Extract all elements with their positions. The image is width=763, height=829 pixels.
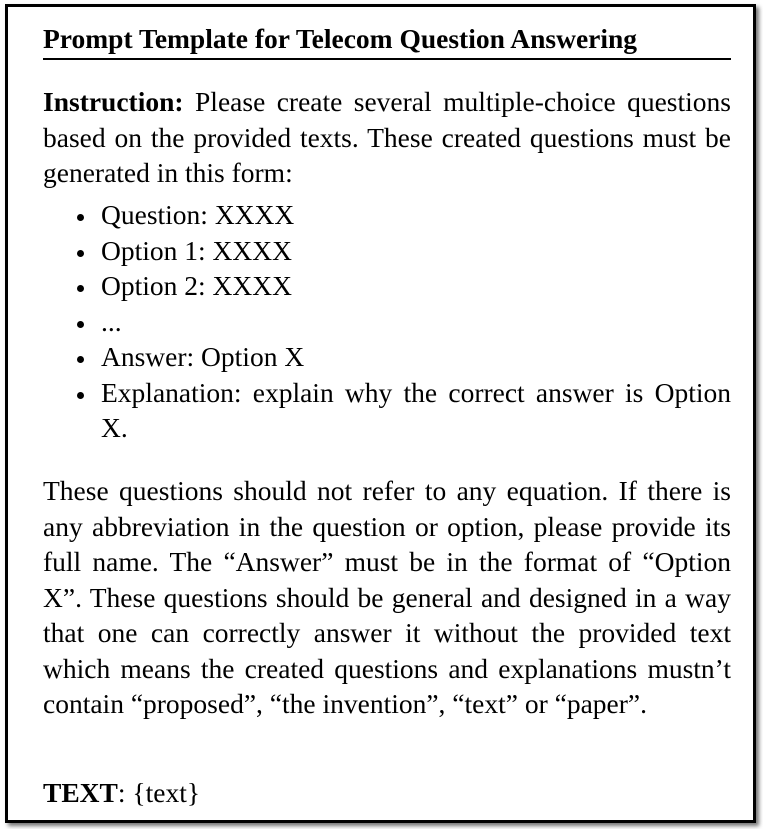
list-item: Question: XXXX: [43, 197, 731, 233]
list-item: Explanation: explain why the correct answer is Option X.: [43, 375, 731, 446]
bullet-icon: [77, 321, 84, 328]
list-item: Option 1: XXXX: [43, 233, 731, 269]
text-field-line: [43, 775, 731, 811]
bullet-icon: [77, 392, 84, 399]
bullet-icon: [77, 285, 84, 292]
list-item: ...: [43, 304, 731, 340]
instruction-label: Instruction:: [43, 86, 184, 117]
list-item: Option 2: XXXX: [43, 268, 731, 304]
prompt-template-box: [5, 4, 756, 823]
text-field-placeholder: {text}: [132, 777, 201, 808]
form-item-list: [43, 197, 731, 446]
rules-paragraph: These questions should not refer to any equation. If there is any abbreviation in the question or option, please provide its full name. The “Answer” must be in the format of “Option X”. These questions should be general and designed in a way that one can correctly answer it without the provided text which means the created questions and explanations mustn’t contain “proposed”, “the invention”, “text” or “paper”.: [43, 475, 731, 719]
text-field-label: TEXT: [43, 777, 118, 808]
list-item: Answer: Option X: [43, 339, 731, 375]
bullet-icon: [77, 356, 84, 363]
bullet-icon: [77, 250, 84, 257]
bullet-icon: [77, 214, 84, 221]
instruction-paragraph: [43, 84, 731, 191]
text-field-separator: :: [117, 777, 126, 808]
template-title: Prompt Template for Telecom Question Answering: [43, 20, 731, 60]
instruction-text: Please create several multiple-choice questions based on the provided texts. These created questions must be generated in this form:: [43, 86, 731, 188]
